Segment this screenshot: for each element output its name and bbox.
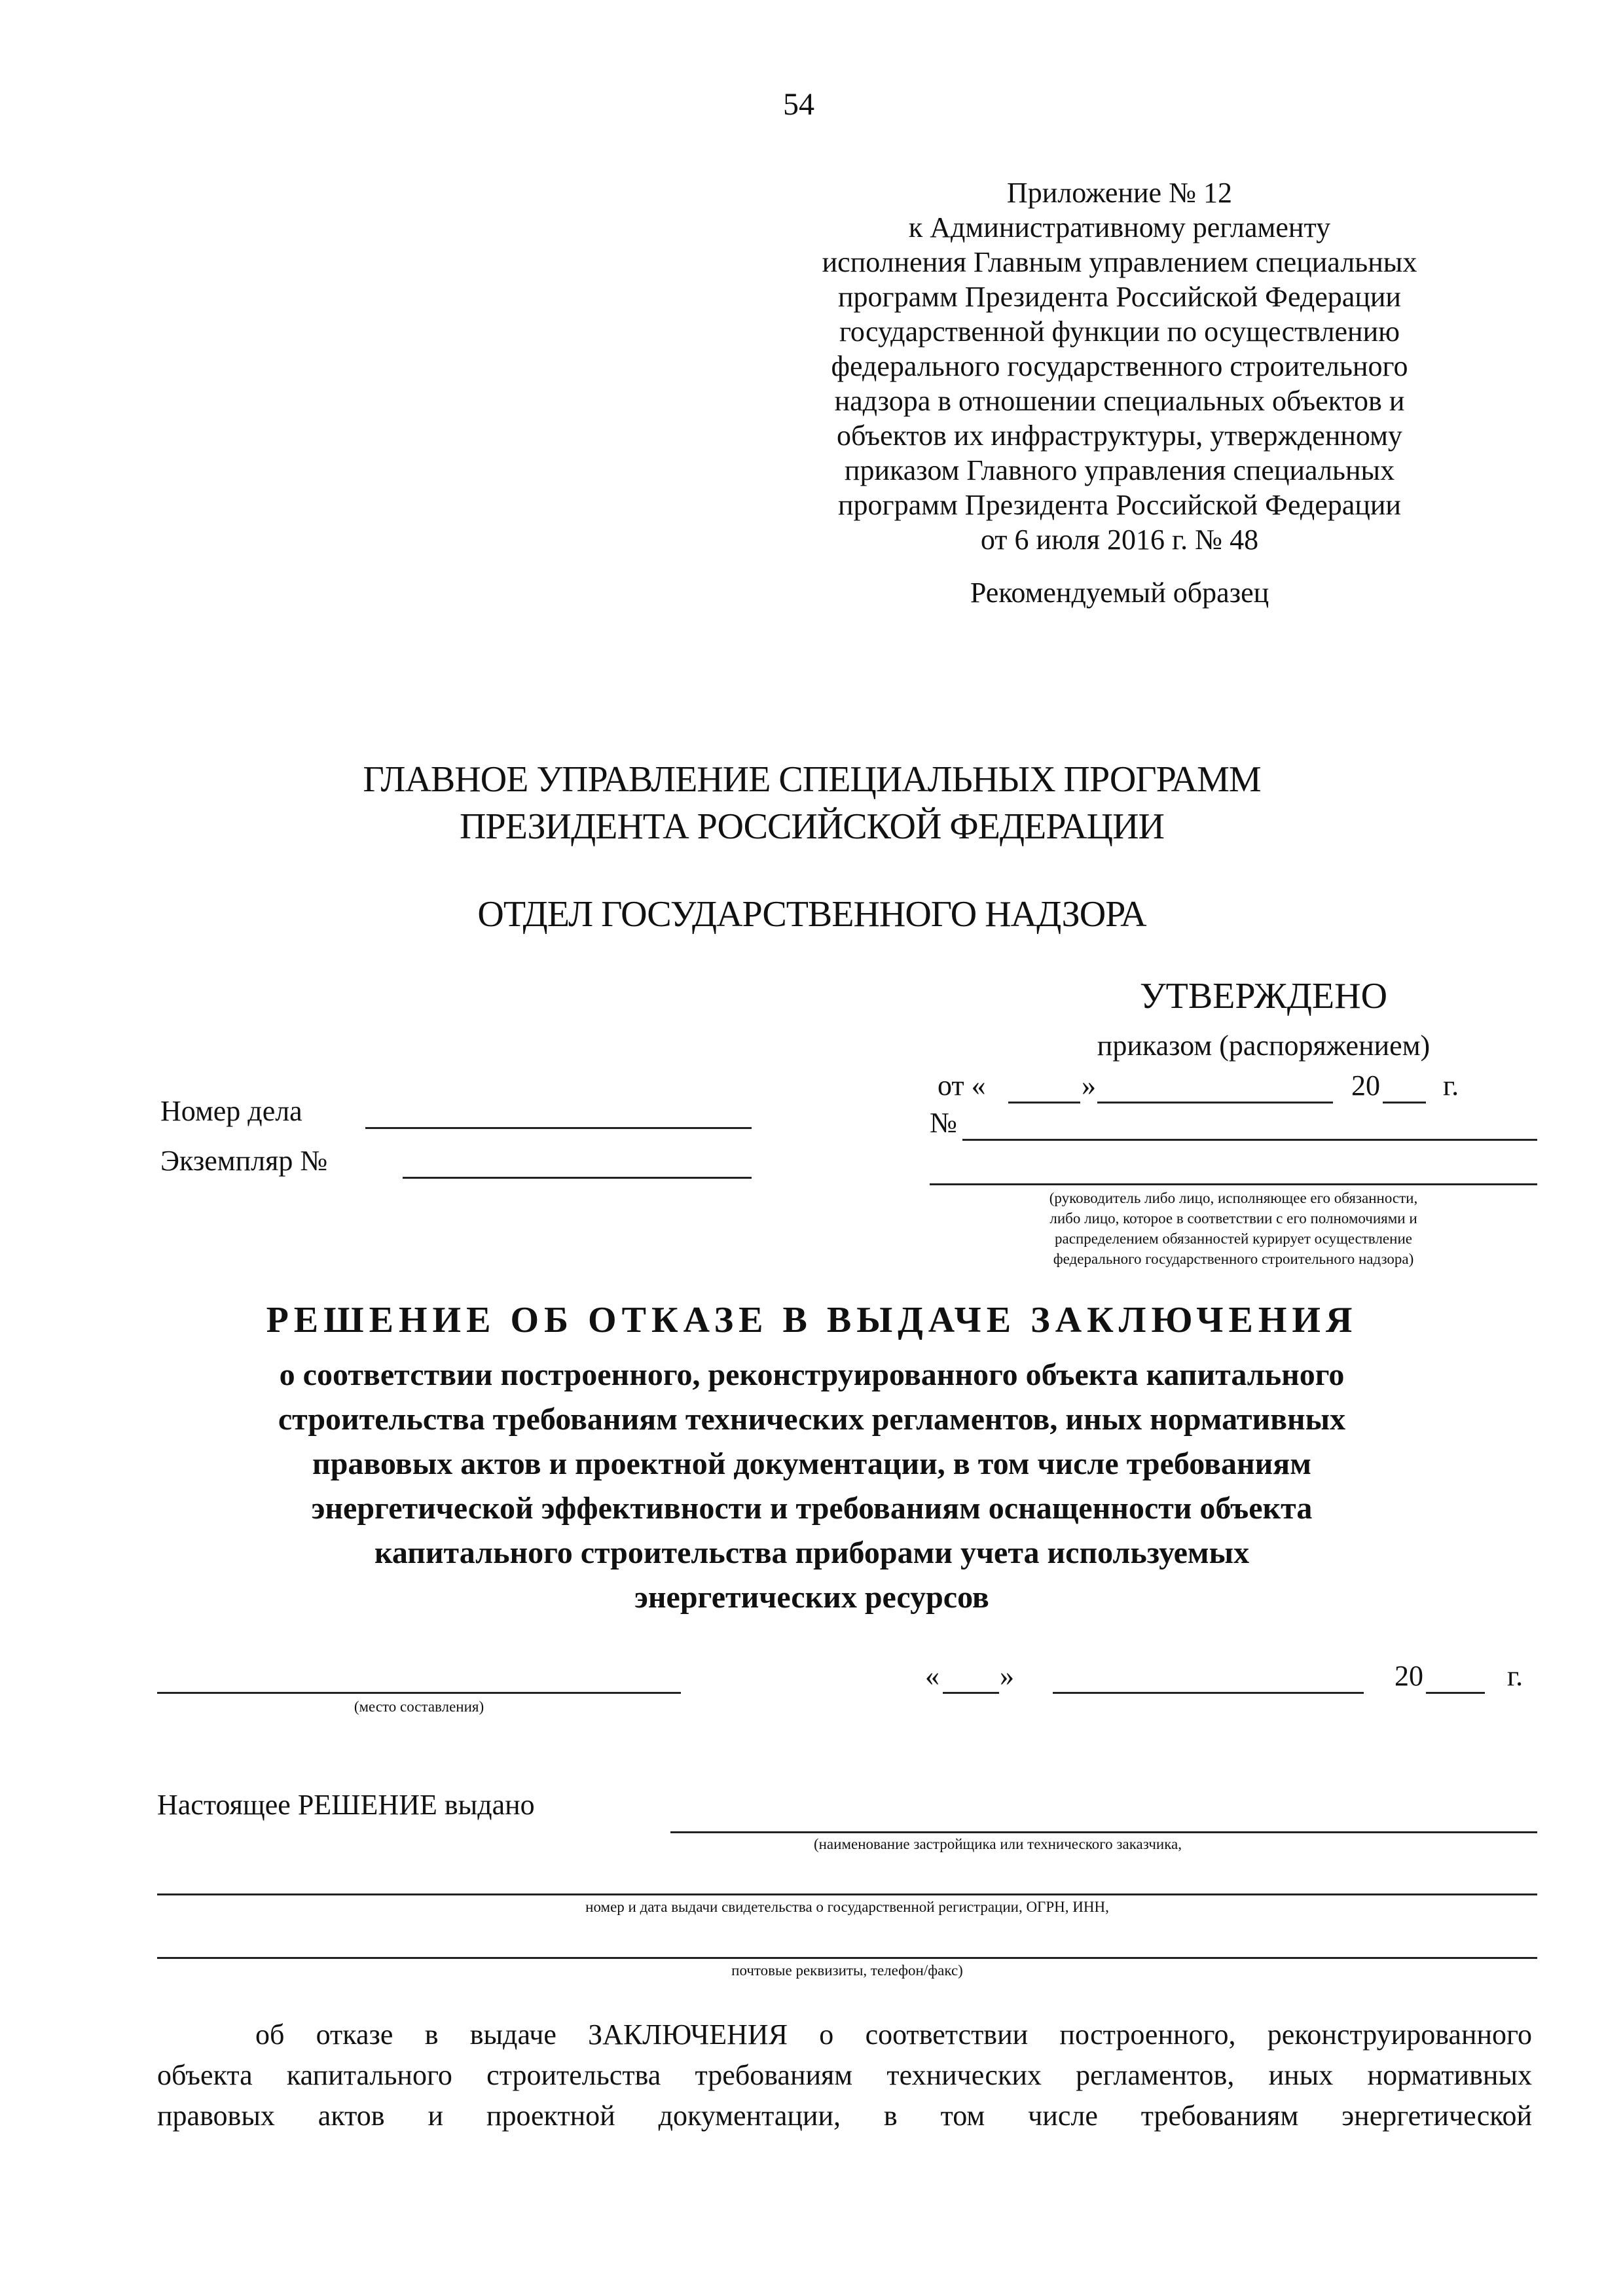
copy-number-label: Экземпляр № [160, 1145, 328, 1177]
issued-to-label: Настоящее РЕШЕНИЕ выдано [157, 1789, 535, 1821]
approval-date-open: от « [938, 1069, 986, 1102]
approval-year-blank[interactable] [1383, 1102, 1426, 1103]
paragraph-line: правовых актов и проектной документации, в том числе требованиям энергетической [157, 2100, 1532, 2132]
subtitle-line: капитального строительства приборами учета используемых [374, 1535, 1250, 1570]
organization-line-2: ПРЕЗИДЕНТА РОССИЙСКОЙ ФЕДЕРАЦИИ [459, 806, 1164, 847]
appendix-line: приказом Главного управления специальных [844, 454, 1395, 486]
appendix-line: программ Президента Российской Федерации [838, 281, 1401, 313]
appendix-line: исполнения Главным управлением специальных [822, 246, 1417, 278]
paragraph-line: об отказе в выдаче ЗАКЛЮЧЕНИЯ о соответствии построенного, реконструированного [255, 2018, 1532, 2051]
case-number-label: Номер дела [160, 1095, 302, 1127]
date-quote-close: » [1000, 1660, 1014, 1692]
subtitle-line: правовых актов и проектной документации, в том числе требованиям [312, 1446, 1311, 1481]
issued-to-note-1: (наименование застройщика или технического заказчика, [813, 1836, 1182, 1852]
approval-month-blank[interactable] [1097, 1102, 1333, 1103]
subtitle-line: о соответствии построенного, реконструированного объекта капитального [279, 1357, 1345, 1392]
appendix-line: к Административному регламенту [908, 211, 1331, 243]
paragraph-line: объекта капитального строительства требованиям технических регламентов, иных нормативных [157, 2059, 1532, 2091]
department-name: ОТДЕЛ ГОСУДАРСТВЕННОГО НАДЗОРА [477, 894, 1146, 935]
approver-note-line: федерального государственного строительного надзора) [1053, 1251, 1414, 1267]
issued-to-blank-3[interactable] [157, 1957, 1537, 1959]
approver-note-line: распределением обязанностей курирует осуществление [1055, 1230, 1412, 1247]
body-paragraph [157, 2015, 1532, 2136]
appendix-line: объектов их инфраструктуры, утвержденному [837, 420, 1402, 452]
place-blank[interactable] [157, 1692, 681, 1694]
approver-note-line: либо лицо, которое в соответствии с его полномочиями и [1049, 1210, 1417, 1227]
approval-year-prefix: 20 [1351, 1069, 1380, 1102]
issued-to-blank-1[interactable] [670, 1831, 1537, 1833]
subtitle-line: строительства требованиям технических регламентов, иных нормативных [278, 1402, 1346, 1437]
subtitle-line: энергетической эффективности и требованиям оснащенности объекта [311, 1491, 1313, 1526]
copy-number-blank[interactable] [403, 1177, 752, 1179]
appendix-line: Приложение № 12 [1006, 177, 1233, 209]
organization-name [157, 756, 1467, 850]
appendix-line: от 6 июля 2016 г. № 48 [980, 524, 1259, 556]
approval-year-suffix: г. [1443, 1069, 1459, 1102]
appendix-line: государственной функции по осуществлению [839, 315, 1400, 348]
date-quote-open: « [925, 1660, 939, 1692]
approver-note-line: (руководитель либо лицо, исполняющее его обязанности, [1049, 1190, 1418, 1206]
issued-to-note-2: номер и дата выдачи свидетельства о государственной регистрации, ОГРН, ИНН, [585, 1899, 1109, 1915]
subtitle-line: энергетических ресурсов [634, 1580, 989, 1615]
appendix-header [733, 175, 1506, 557]
approval-number-sign: № [930, 1107, 957, 1139]
approval-date-close: » [1082, 1069, 1096, 1102]
issued-to-blank-2[interactable] [157, 1893, 1537, 1895]
approval-number-blank[interactable] [962, 1139, 1537, 1141]
document-subtitle [131, 1353, 1493, 1620]
case-number-blank[interactable] [365, 1127, 752, 1129]
organization-line-1: ГЛАВНОЕ УПРАВЛЕНИЕ СПЕЦИАЛЬНЫХ ПРОГРАММ [363, 759, 1261, 800]
appendix-line: программ Президента Российской Федерации [838, 489, 1401, 521]
approver-note [930, 1188, 1537, 1269]
date-day-blank[interactable] [943, 1692, 999, 1694]
date-year-blank[interactable] [1426, 1692, 1485, 1694]
approval-day-blank[interactable] [1008, 1102, 1080, 1103]
appendix-line: надзора в отношении специальных объектов и [834, 385, 1405, 417]
approved-heading: УТВЕРЖДЕНО [1139, 976, 1388, 1016]
page-number: 54 [783, 87, 814, 122]
appendix-line: федерального государственного строительного [831, 350, 1408, 382]
issued-to-note-3: почтовые реквизиты, телефон/факс) [731, 1962, 963, 1979]
date-year-prefix: 20 [1395, 1660, 1423, 1692]
place-note: (место составления) [354, 1698, 484, 1715]
approved-by-order: приказом (распоряжением) [1097, 1030, 1431, 1062]
date-year-suffix: г. [1507, 1660, 1523, 1692]
date-month-blank[interactable] [1053, 1692, 1364, 1694]
document-title: РЕШЕНИЕ ОБ ОТКАЗЕ В ВЫДАЧЕ ЗАКЛЮЧЕНИЯ [266, 1300, 1358, 1340]
recommended-sample-label: Рекомендуемый образец [970, 577, 1269, 609]
approver-signature-blank[interactable] [930, 1183, 1537, 1185]
